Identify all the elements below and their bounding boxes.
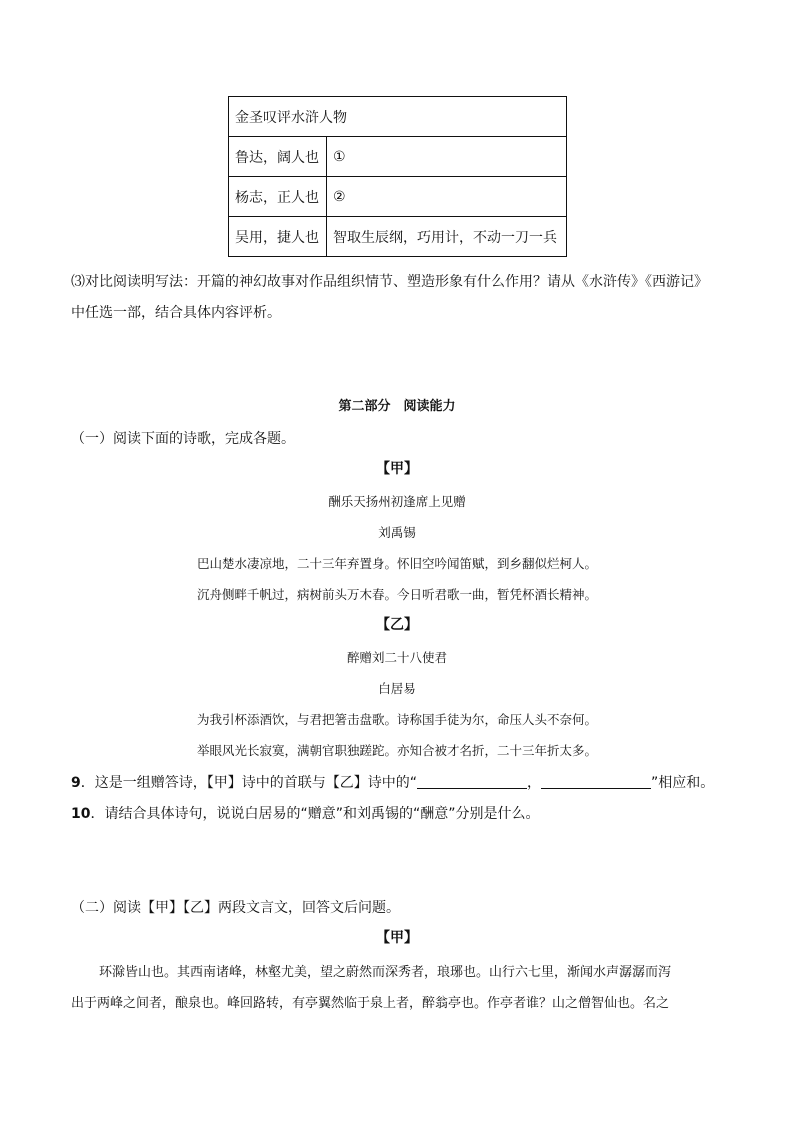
character-name: 鲁达，阔人也: [229, 137, 327, 177]
part2-instruction: （二）阅读【甲】【乙】两段文言文，回答文后问题。: [71, 900, 400, 916]
answer-blank[interactable]: [541, 774, 651, 789]
character-name: 杨志，正人也: [229, 177, 327, 217]
part1-instruction: （一）阅读下面的诗歌，完成各题。: [71, 431, 295, 447]
table-header: 金圣叹评水浒人物: [229, 97, 567, 137]
question-3-line1: ⑶对比阅读明写法：开篇的神幻故事对作品组织情节、塑造形象有什么作用？请从《水浒传》《西游记》: [71, 274, 708, 290]
prose-jia-label: 【甲】: [376, 930, 418, 946]
question-10: [71, 804, 540, 824]
poem-yi-author: 白居易: [378, 681, 416, 696]
character-comment: 智取生辰纲，巧用计，不动一刀一兵: [327, 217, 567, 257]
poem-jia-line2: 沉舟侧畔千帆过，病树前头万木春。今日听君歌一曲，暂凭杯酒长精神。: [196, 587, 597, 602]
table-row: [229, 217, 567, 257]
character-name: 吴用，捷人也: [229, 217, 327, 257]
character-comment: ②: [327, 177, 567, 217]
poem-jia-author: 刘禹锡: [378, 525, 416, 540]
character-comment: ①: [327, 137, 567, 177]
poem-yi-line1: 为我引杯添酒饮，与君把箸击盘歌。诗称国手徒为尔，命压人头不奈何。: [196, 712, 597, 727]
question-number: 9: [71, 775, 81, 791]
table-row: [229, 177, 567, 217]
poem-jia-title: 酬乐天扬州初逢席上见赠: [328, 494, 466, 509]
section-title: 第二部分 阅读能力: [338, 399, 456, 414]
prose-jia-line2: 出于两峰之间者，酿泉也。峰回路转，有亭翼然临于泉上者，醉翁亭也。作亭者谁？山之僧智仙也。名之: [71, 996, 670, 1011]
table-header-row: [229, 97, 567, 137]
answer-blank[interactable]: [417, 774, 527, 789]
question-9: [71, 773, 714, 793]
question-text: ”相应和。: [651, 775, 715, 791]
question-text: ．这是一组赠答诗，【甲】诗中的首联与【乙】诗中的“: [80, 775, 418, 791]
prose-jia-line1: 环滁皆山也。其西南诸峰，林壑尤美，望之蔚然而深秀者，琅琊也。山行六七里，渐闻水声潺潺而泻: [99, 965, 672, 980]
ratings-table: [228, 96, 567, 257]
question-3-line2: 中任选一部，结合具体内容评析。: [71, 305, 281, 321]
poem-yi-label: 【乙】: [376, 617, 418, 633]
poem-jia-label: 【甲】: [376, 461, 418, 477]
poem-jia-line1: 巴山楚水凄凉地，二十三年弃置身。怀旧空吟闻笛赋，到乡翻似烂柯人。: [196, 556, 597, 571]
question-number: 10: [71, 806, 91, 822]
poem-yi-line2: 举眼风光长寂寞，满朝官职独蹉跎。亦知合被才名折，二十三年折太多。: [196, 743, 597, 758]
table-row: [229, 137, 567, 177]
poem-yi-title: 醉赠刘二十八使君: [346, 650, 447, 665]
question-text: ．请结合具体诗句，说说白居易的“赠意”和刘禹锡的“酬意”分别是什么。: [90, 806, 540, 822]
separator: ，: [527, 775, 542, 791]
